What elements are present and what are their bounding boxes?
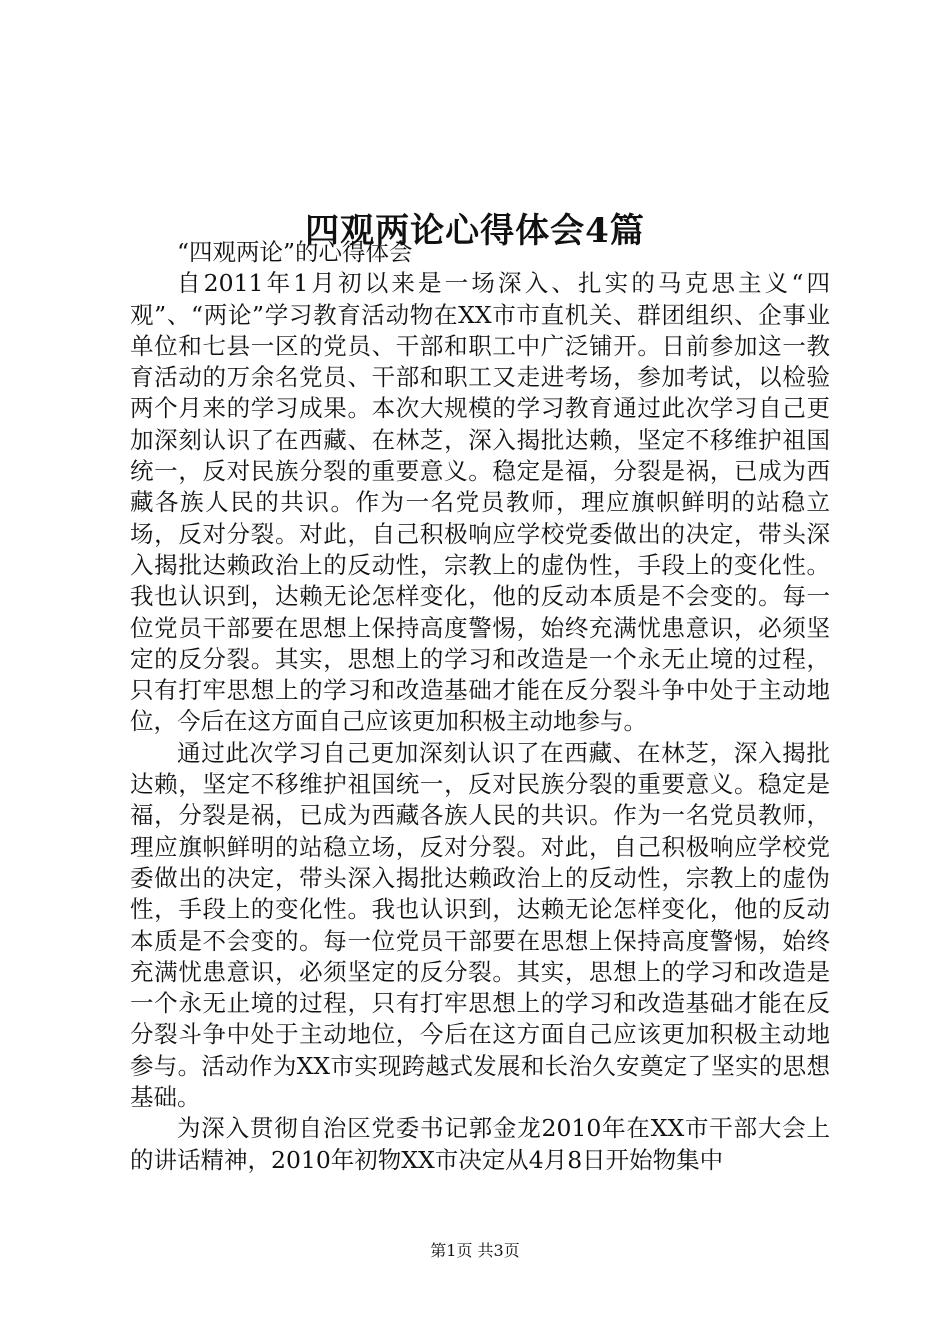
document-subtitle: “四观两论”的心得体会 (177, 238, 413, 266)
document-title: 四观两论心得体会4篇 (305, 210, 645, 251)
page-footer: 第1页 共3页 (430, 1241, 520, 1260)
document-body (130, 237, 830, 1176)
paragraph-3: 为深入贯彻自治区党委书记郭金龙2010年在XX市干部大会上的讲话精神，2010年初物XX市决定从4月8日开始物集中 (130, 1114, 830, 1174)
paragraph-1: 自2011年1月初以来是一场深入、扎实的马克思主义“四观”、“两论”学习教育活动物在XX市市直机关、群团组织、企事业单位和七县一区的党员、干部和职工中广泛铺开。日前参加这一教育活动的万余名党员、干部和职工又走进考场，参加考试，以检验两个月来的学习成果。本次大规模的学习教育通过此次学习自己更加深刻认识了在西藏、在林芝，深入揭批达赖，坚定不移维护祖国统一，反对民族分裂的重要意义。稳定是福，分裂是祸，已成为西藏各族人民的共识。作为一名党员教师，理应旗帜鲜明的站稳立场，反对分裂。对此，自己积极响应学校党委做出的决定，带头深入揭批达赖政治上的反动性，宗教上的虚伪性，手段上的变化性。我也认识到，达赖无论怎样变化，他的反动本质是不会变的。每一位党员干部要在思想上保持高度警惕，始终充满忧患意识，必须坚定的反分裂。其实，思想上的学习和改造是一个永无止境的过程，只有打牢思想上的学习和改造基础才能在反分裂斗争中处于主动地位，今后在这方面自己应该更加积极主动地参与。 (130, 269, 830, 736)
paragraph-2: 通过此次学习自己更加深刻认识了在西藏、在林芝，深入揭批达赖，坚定不移维护祖国统一，反对民族分裂的重要意义。稳定是福，分裂是祸，已成为西藏各族人民的共识。作为一名党员教师，理应旗帜鲜明的站稳立场，反对分裂。对此，自己积极响应学校党委做出的决定，带头深入揭批达赖政治上的反动性，宗教上的虚伪性，手段上的变化性。我也认识到，达赖无论怎样变化，他的反动本质是不会变的。每一位党员干部要在思想上保持高度警惕，始终充满忧患意识，必须坚定的反分裂。其实，思想上的学习和改造是一个永无止境的过程，只有打牢思想上的学习和改造基础才能在反分裂斗争中处于主动地位，今后在这方面自己应该更加积极主动地参与。活动作为XX市实现跨越式发展和长治久安奠定了坚实的思想基础。 (130, 738, 830, 1112)
